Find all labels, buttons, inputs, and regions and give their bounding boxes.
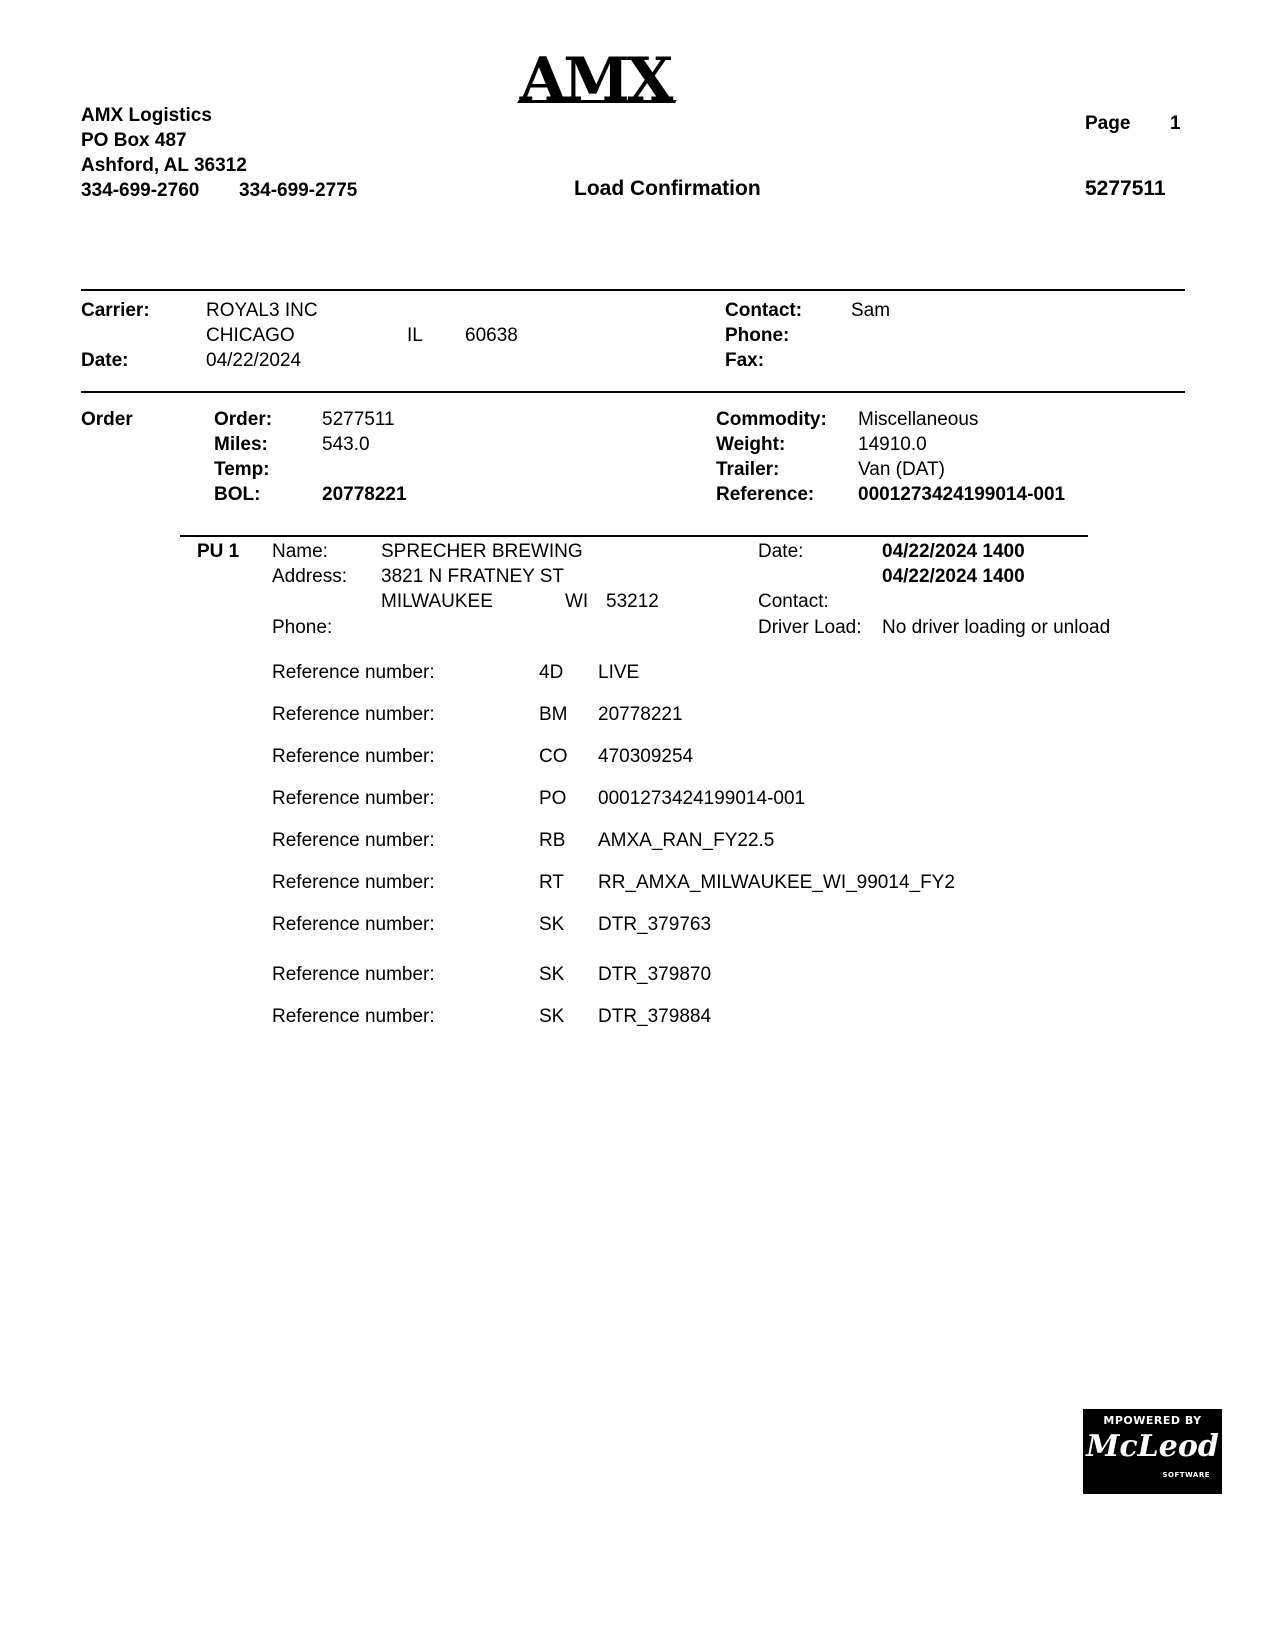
ref-code: BM [539,704,568,725]
phone-label: Phone: [725,325,790,346]
company-name: AMX Logistics [81,105,212,126]
ref-label: Reference number: [272,914,435,935]
commodity-label: Commodity: [716,409,827,430]
ref-code: SK [539,964,565,985]
ref-value: DTR_379884 [598,1006,712,1027]
company-pobox: PO Box 487 [81,130,187,151]
pickup-address-label: Address: [272,566,347,587]
driver-load-label: Driver Load: [758,617,862,638]
ref-label: Reference number: [272,872,435,893]
ref-value: AMXA_RAN_FY22.5 [598,830,775,851]
ref-value: DTR_379763 [598,914,712,935]
ref-label: Reference number: [272,1006,435,1027]
ref-label: Reference number: [272,830,435,851]
miles-label: Miles: [214,434,268,455]
pickup-address: 3821 N FRATNEY ST [381,566,565,587]
pickup-date-label: Date: [758,541,804,562]
company-city: Ashford, AL 36312 [81,155,247,176]
mcleod-sub-text: SOFTWARE [1162,1471,1210,1479]
stop-label: PU 1 [197,541,240,562]
stop-divider [180,535,1088,537]
pickup-phone-label: Phone: [272,617,333,638]
confirmation-number: 5277511 [1085,177,1166,200]
page-number: 1 [1170,113,1181,134]
miles-value: 543.0 [322,434,370,455]
ref-value: 20778221 [598,704,683,725]
document-title: Load Confirmation [574,177,761,200]
mcleod-badge [1083,1409,1222,1494]
pickup-date-2: 04/22/2024 1400 [882,566,1025,587]
ref-label: Reference number: [272,704,435,725]
logo-text: AMX [519,45,671,115]
carrier-zip: 60638 [465,325,518,346]
ref-value: RR_AMXA_MILWAUKEE_WI_99014_FY2 [598,872,955,893]
bol-value: 20778221 [322,484,407,505]
powered-by-text: MPOWERED BY [1103,1414,1202,1427]
trailer-value: Van (DAT) [858,459,945,480]
amx-logo [510,44,680,116]
driver-load-value: No driver loading or unload [882,617,1111,638]
weight-value: 14910.0 [858,434,927,455]
ref-value: LIVE [598,662,640,683]
ref-code: PO [539,788,567,809]
ref-code: RB [539,830,566,851]
temp-label: Temp: [214,459,270,480]
carrier-name: ROYAL3 INC [206,300,318,321]
order-label: Order: [214,409,273,430]
carrier-city: CHICAGO [206,325,295,346]
pickup-contact-label: Contact: [758,591,829,612]
ref-value: 470309254 [598,746,694,767]
pickup-date-1: 04/22/2024 1400 [882,541,1025,562]
divider [81,391,1185,393]
ref-code: RT [539,872,564,893]
order-value: 5277511 [322,409,395,430]
pickup-state: WI [565,591,589,612]
reference-value: 0001273424199014-001 [858,484,1066,505]
weight-label: Weight: [716,434,786,455]
ref-value: 0001273424199014-001 [598,788,806,809]
carrier-date: 04/22/2024 [206,350,302,371]
mcleod-logo-text: McLeod [1086,1429,1219,1464]
ref-label: Reference number: [272,746,435,767]
pickup-name-label: Name: [272,541,328,562]
page-label: Page [1085,113,1131,134]
commodity-value: Miscellaneous [858,409,979,430]
contact-value: Sam [851,300,891,321]
order-section-label: Order [81,409,133,430]
ref-code: CO [539,746,568,767]
ref-label: Reference number: [272,964,435,985]
carrier-label: Carrier: [81,300,150,321]
trailer-label: Trailer: [716,459,780,480]
reference-label: Reference: [716,484,815,505]
ref-code: 4D [539,662,564,683]
pickup-city: MILWAUKEE [381,591,493,612]
ref-code: SK [539,1006,565,1027]
company-phone-2: 334-699-2775 [239,180,358,201]
company-phone-1: 334-699-2760 [81,180,200,201]
divider [81,289,1185,291]
bol-label: BOL: [214,484,261,505]
contact-label: Contact: [725,300,803,321]
carrier-date-label: Date: [81,350,129,371]
ref-label: Reference number: [272,788,435,809]
fax-label: Fax: [725,350,765,371]
pickup-name: SPRECHER BREWING [381,541,583,562]
carrier-state: IL [407,325,423,346]
ref-value: DTR_379870 [598,964,712,985]
ref-label: Reference number: [272,662,435,683]
ref-code: SK [539,914,565,935]
logo-swash [517,100,677,103]
pickup-zip: 53212 [606,591,659,612]
